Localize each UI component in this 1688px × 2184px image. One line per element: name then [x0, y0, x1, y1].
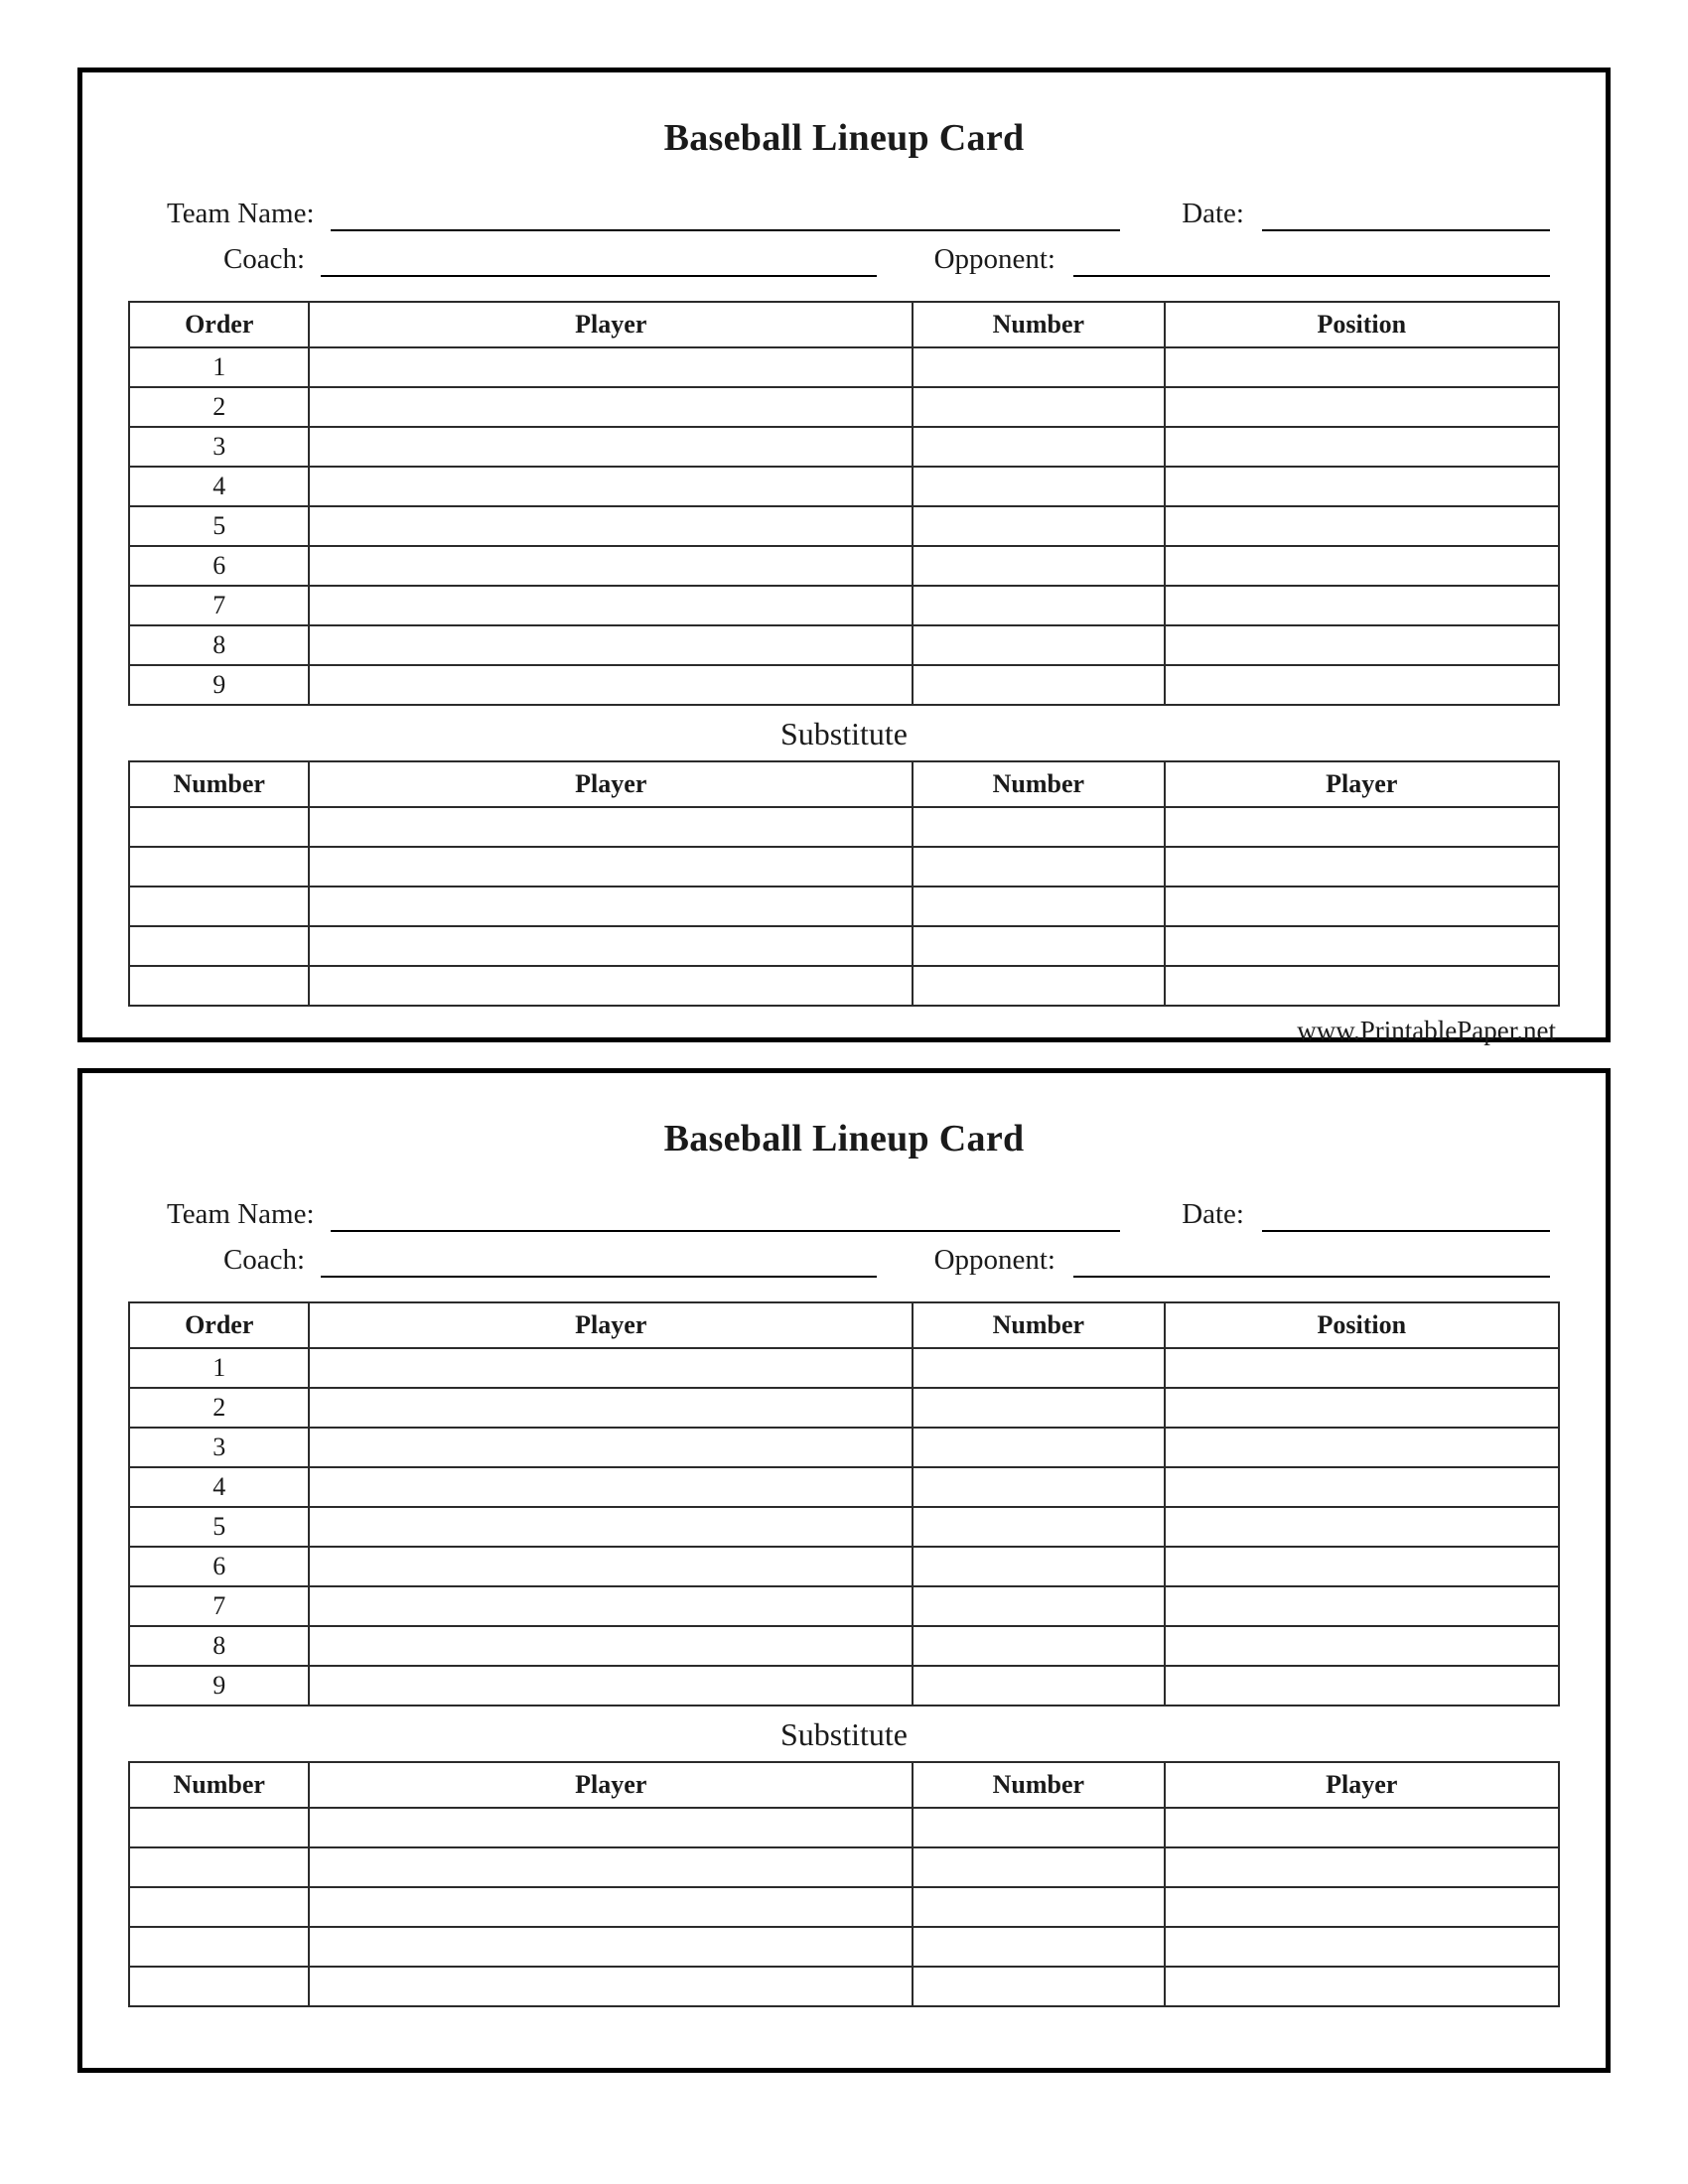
- player-cell[interactable]: [309, 506, 913, 546]
- sub-player-cell-2[interactable]: [1165, 966, 1559, 1006]
- player-cell[interactable]: [309, 625, 913, 665]
- order-cell: 3: [129, 427, 309, 467]
- number-cell[interactable]: [913, 1388, 1164, 1428]
- sub-player-cell-2[interactable]: [1165, 1887, 1559, 1927]
- table-row: [129, 546, 1559, 586]
- sub-number-cell-2[interactable]: [913, 887, 1164, 926]
- column-header-player: Player: [309, 1302, 913, 1348]
- sub-player-cell-1[interactable]: [309, 1808, 913, 1847]
- table-row: [129, 427, 1559, 467]
- column-header-sub-number-1: Number: [129, 1762, 309, 1808]
- date-label: Date:: [1182, 198, 1244, 230]
- column-header-order: Order: [129, 302, 309, 347]
- table-row: [129, 1808, 1559, 1847]
- order-cell: 7: [129, 586, 309, 625]
- column-header-sub-player-1: Player: [309, 761, 913, 807]
- number-cell[interactable]: [913, 467, 1164, 506]
- number-cell[interactable]: [913, 665, 1164, 705]
- player-cell[interactable]: [309, 1348, 913, 1388]
- position-cell[interactable]: [1165, 546, 1559, 586]
- table-row: [129, 966, 1559, 1006]
- sub-player-cell-2[interactable]: [1165, 1847, 1559, 1887]
- player-cell[interactable]: [309, 467, 913, 506]
- sub-number-cell-2[interactable]: [913, 1847, 1164, 1887]
- page-title: Baseball Lineup Card: [663, 117, 1025, 159]
- order-cell: 5: [129, 506, 309, 546]
- lineup-table-card-2: [128, 1301, 1560, 1706]
- team-name-input[interactable]: [331, 1198, 1120, 1232]
- table-row: [129, 625, 1559, 665]
- substitute-header-row: [129, 761, 1559, 807]
- number-cell[interactable]: [913, 1586, 1164, 1626]
- player-cell[interactable]: [309, 1586, 913, 1626]
- column-header-sub-number-2: Number: [913, 761, 1164, 807]
- order-cell: 2: [129, 387, 309, 427]
- opponent-input[interactable]: [1073, 243, 1550, 277]
- coach-label: Coach:: [222, 1244, 306, 1277]
- number-cell[interactable]: [913, 1467, 1164, 1507]
- sub-player-cell-2[interactable]: [1165, 926, 1559, 966]
- number-cell[interactable]: [913, 546, 1164, 586]
- position-cell[interactable]: [1165, 1547, 1559, 1586]
- position-cell[interactable]: [1165, 665, 1559, 705]
- order-cell: 8: [129, 625, 309, 665]
- sub-player-cell-1[interactable]: [309, 926, 913, 966]
- sub-player-cell-2[interactable]: [1165, 1967, 1559, 2006]
- team-name-input[interactable]: [331, 198, 1120, 231]
- order-cell: 6: [129, 546, 309, 586]
- position-cell[interactable]: [1165, 1428, 1559, 1467]
- position-cell[interactable]: [1165, 586, 1559, 625]
- column-header-player: Player: [309, 302, 913, 347]
- team-name-label: Team Name:: [167, 198, 315, 230]
- position-cell[interactable]: [1165, 1666, 1559, 1706]
- number-cell[interactable]: [913, 506, 1164, 546]
- sub-number-cell-2[interactable]: [913, 1967, 1164, 2006]
- table-row: [129, 1428, 1559, 1467]
- page-title: Baseball Lineup Card: [663, 1118, 1025, 1160]
- sub-player-cell-1[interactable]: [309, 1967, 913, 2006]
- column-header-position: Position: [1165, 1302, 1559, 1348]
- player-cell[interactable]: [309, 1507, 913, 1547]
- coach-opponent-row: [142, 243, 1550, 277]
- table-row: [129, 1927, 1559, 1967]
- player-cell[interactable]: [309, 1388, 913, 1428]
- order-cell: 7: [129, 1586, 309, 1626]
- table-row: [129, 467, 1559, 506]
- team-name-date-row: [142, 1198, 1550, 1232]
- table-row: [129, 1666, 1559, 1706]
- position-cell[interactable]: [1165, 1348, 1559, 1388]
- position-cell[interactable]: [1165, 1586, 1559, 1626]
- number-cell[interactable]: [913, 1626, 1164, 1666]
- column-header-sub-player-2: Player: [1165, 1762, 1559, 1808]
- substitute-header-row: [129, 1762, 1559, 1808]
- column-header-number: Number: [913, 302, 1164, 347]
- lineup-card-2: [77, 1068, 1611, 2073]
- number-cell[interactable]: [913, 347, 1164, 387]
- position-cell[interactable]: [1165, 1507, 1559, 1547]
- date-input[interactable]: [1262, 1198, 1550, 1232]
- player-cell[interactable]: [309, 586, 913, 625]
- number-cell[interactable]: [913, 1428, 1164, 1467]
- position-cell[interactable]: [1165, 1388, 1559, 1428]
- table-row: [129, 1887, 1559, 1927]
- column-header-sub-player-2: Player: [1165, 761, 1559, 807]
- order-cell: 9: [129, 1666, 309, 1706]
- table-row: [129, 1586, 1559, 1626]
- player-cell[interactable]: [309, 347, 913, 387]
- position-cell[interactable]: [1165, 1467, 1559, 1507]
- sub-number-cell-1[interactable]: [129, 1847, 309, 1887]
- sub-number-cell-1[interactable]: [129, 966, 309, 1006]
- number-cell[interactable]: [913, 427, 1164, 467]
- lineup-card-1: [77, 68, 1611, 1046]
- coach-opponent-row: [142, 1244, 1550, 1278]
- table-row: [129, 586, 1559, 625]
- sub-player-cell-1[interactable]: [309, 1927, 913, 1967]
- player-cell[interactable]: [309, 387, 913, 427]
- lineup-table-card-1: [128, 301, 1560, 706]
- header-form-card-2: [128, 1198, 1560, 1278]
- player-cell[interactable]: [309, 1547, 913, 1586]
- team-name-label: Team Name:: [167, 1198, 315, 1231]
- table-row: [129, 1507, 1559, 1547]
- player-cell[interactable]: [309, 427, 913, 467]
- substitute-table-card-1: [128, 760, 1560, 1007]
- player-cell[interactable]: [309, 665, 913, 705]
- sub-player-cell-1[interactable]: [309, 847, 913, 887]
- table-row: [129, 926, 1559, 966]
- order-cell: 8: [129, 1626, 309, 1666]
- order-cell: 3: [129, 1428, 309, 1467]
- position-cell[interactable]: [1165, 347, 1559, 387]
- number-cell[interactable]: [913, 586, 1164, 625]
- sub-player-cell-2[interactable]: [1165, 847, 1559, 887]
- sub-player-cell-2[interactable]: [1165, 887, 1559, 926]
- sub-number-cell-1[interactable]: [129, 807, 309, 847]
- date-label: Date:: [1182, 1198, 1244, 1231]
- table-row: [129, 387, 1559, 427]
- number-cell[interactable]: [913, 1507, 1164, 1547]
- column-header-sub-number-2: Number: [913, 1762, 1164, 1808]
- sub-player-cell-1[interactable]: [309, 1887, 913, 1927]
- sub-number-cell-1[interactable]: [129, 1887, 309, 1927]
- team-name-date-row: [142, 198, 1550, 231]
- table-row: [129, 1847, 1559, 1887]
- order-cell: 1: [129, 1348, 309, 1388]
- order-cell: 4: [129, 1467, 309, 1507]
- opponent-label: Opponent:: [933, 1244, 1055, 1277]
- player-cell[interactable]: [309, 1666, 913, 1706]
- column-header-order: Order: [129, 1302, 309, 1348]
- sub-number-cell-2[interactable]: [913, 807, 1164, 847]
- order-cell: 1: [129, 347, 309, 387]
- sub-player-cell-1[interactable]: [309, 807, 913, 847]
- column-header-sub-number-1: Number: [129, 761, 309, 807]
- order-cell: 2: [129, 1388, 309, 1428]
- sub-number-cell-1[interactable]: [129, 926, 309, 966]
- table-row: [129, 665, 1559, 705]
- sub-number-cell-2[interactable]: [913, 926, 1164, 966]
- column-header-sub-player-1: Player: [309, 1762, 913, 1808]
- position-cell[interactable]: [1165, 387, 1559, 427]
- date-input[interactable]: [1262, 198, 1550, 231]
- header-form-card-1: [128, 198, 1560, 277]
- player-cell[interactable]: [309, 1467, 913, 1507]
- table-row: [129, 1967, 1559, 2006]
- table-row: [129, 887, 1559, 926]
- position-cell[interactable]: [1165, 1626, 1559, 1666]
- coach-label: Coach:: [222, 243, 306, 276]
- coach-input[interactable]: [321, 243, 877, 277]
- table-row: [129, 1626, 1559, 1666]
- sub-number-cell-1[interactable]: [129, 1927, 309, 1967]
- table-row: [129, 506, 1559, 546]
- sub-player-cell-1[interactable]: [309, 1847, 913, 1887]
- table-row: [129, 847, 1559, 887]
- table-row: [129, 1388, 1559, 1428]
- coach-input[interactable]: [321, 1244, 877, 1278]
- sub-number-cell-2[interactable]: [913, 966, 1164, 1006]
- number-cell[interactable]: [913, 1666, 1164, 1706]
- order-cell: 6: [129, 1547, 309, 1586]
- substitute-heading: Substitute: [779, 1715, 908, 1752]
- sub-number-cell-1[interactable]: [129, 887, 309, 926]
- position-cell[interactable]: [1165, 625, 1559, 665]
- player-cell[interactable]: [309, 546, 913, 586]
- number-cell[interactable]: [913, 387, 1164, 427]
- column-header-number: Number: [913, 1302, 1164, 1348]
- position-cell[interactable]: [1165, 427, 1559, 467]
- sub-number-cell-1[interactable]: [129, 1967, 309, 2006]
- sub-player-cell-2[interactable]: [1165, 1927, 1559, 1967]
- player-cell[interactable]: [309, 1428, 913, 1467]
- table-row: [129, 1467, 1559, 1507]
- sub-number-cell-2[interactable]: [913, 847, 1164, 887]
- sub-number-cell-1[interactable]: [129, 1808, 309, 1847]
- column-header-position: Position: [1165, 302, 1559, 347]
- sub-player-cell-2[interactable]: [1165, 1808, 1559, 1847]
- sub-player-cell-1[interactable]: [309, 966, 913, 1006]
- sub-number-cell-2[interactable]: [913, 1887, 1164, 1927]
- sub-player-cell-2[interactable]: [1165, 807, 1559, 847]
- player-cell[interactable]: [309, 1626, 913, 1666]
- table-row: [129, 807, 1559, 847]
- sub-number-cell-1[interactable]: [129, 847, 309, 887]
- lineup-header-row: [129, 302, 1559, 347]
- substitute-table-card-2: [128, 1761, 1560, 2007]
- substitute-heading: Substitute: [779, 715, 908, 751]
- opponent-input[interactable]: [1073, 1244, 1550, 1278]
- order-cell: 9: [129, 665, 309, 705]
- table-row: [129, 1547, 1559, 1586]
- sub-number-cell-2[interactable]: [913, 1808, 1164, 1847]
- footer-url: www.PrintablePaper.net: [1297, 1016, 1556, 1046]
- number-cell[interactable]: [913, 1348, 1164, 1388]
- number-cell[interactable]: [913, 1547, 1164, 1586]
- table-row: [129, 1348, 1559, 1388]
- number-cell[interactable]: [913, 625, 1164, 665]
- opponent-label: Opponent:: [933, 243, 1055, 276]
- order-cell: 4: [129, 467, 309, 506]
- order-cell: 5: [129, 1507, 309, 1547]
- position-cell[interactable]: [1165, 467, 1559, 506]
- position-cell[interactable]: [1165, 506, 1559, 546]
- table-row: [129, 347, 1559, 387]
- sub-number-cell-2[interactable]: [913, 1927, 1164, 1967]
- sub-player-cell-1[interactable]: [309, 887, 913, 926]
- lineup-header-row: [129, 1302, 1559, 1348]
